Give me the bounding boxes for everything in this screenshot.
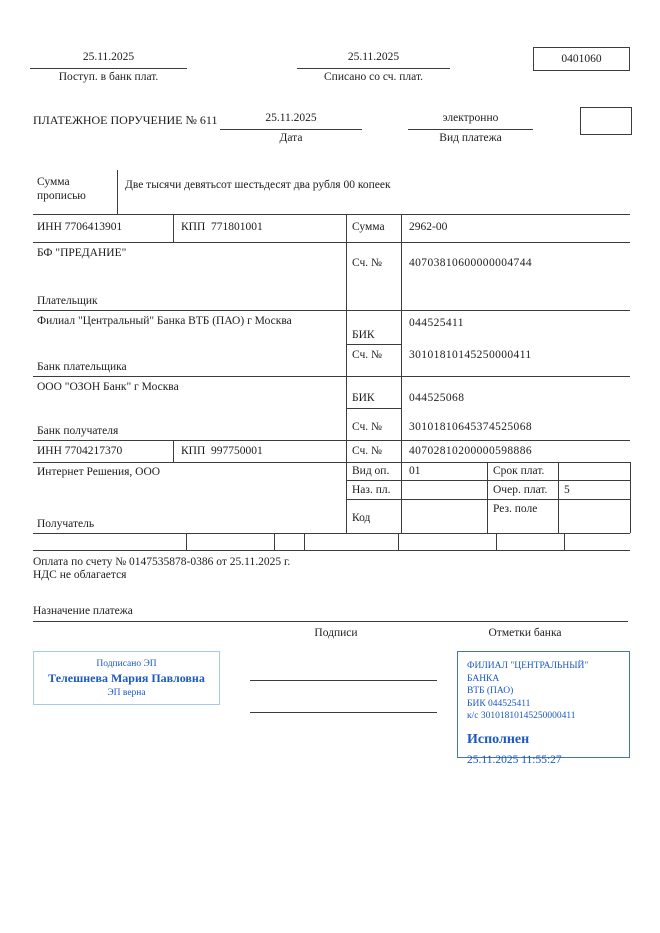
payee-section-label: Получатель [37, 518, 95, 530]
stamp-bik: БИК 044525411 [467, 698, 531, 709]
table-vline [558, 462, 559, 533]
payer-bank-name: Филиал "Центральный" Банка ВТБ (ПАО) г Москва [37, 315, 292, 327]
table-vline [173, 440, 174, 462]
table-hline [33, 550, 630, 551]
purpose-section-label: Назначение платежа [33, 605, 133, 617]
table-vline [117, 170, 118, 214]
payee-bank-bik: 044525068 [409, 392, 465, 404]
date-label: Дата [279, 132, 303, 144]
received-date: 25.11.2025 [82, 51, 135, 63]
sum-value: 2962-00 [409, 221, 448, 233]
payee-account: 40702810200000598886 [409, 445, 532, 457]
payer-bank-bik: 044525411 [409, 317, 464, 329]
payee-bank-bik-label: БИК [352, 392, 375, 404]
ocher-plat-value: 5 [564, 484, 570, 496]
table-hline [33, 462, 630, 463]
payer-section-label: Плательщик [37, 295, 98, 307]
table-vline [346, 214, 347, 533]
payer-bank-bik-label: БИК [352, 329, 375, 341]
esign-top-text: Подписано ЭП [96, 658, 157, 669]
signature-line [250, 680, 437, 681]
status-code-box [580, 107, 632, 135]
debited-label: Списано со сч. плат. [324, 71, 423, 83]
payee-name: Интернет Решения, ООО [37, 466, 161, 478]
table-hline [346, 480, 630, 481]
srok-plat-label: Срок плат. [493, 465, 545, 477]
payee-bank-account: 30101810645374525068 [409, 421, 532, 433]
stamp-corr-account: к/с 30101810145250000411 [467, 711, 576, 721]
debited-underline [297, 68, 450, 69]
sum-label: Сумма [352, 221, 385, 233]
received-label: Поступ. в банк плат. [58, 71, 159, 83]
vid-op-label: Вид оп. [352, 465, 390, 477]
stamp-bank-name-line2: ВТБ (ПАО) [467, 686, 514, 696]
esign-signer-name: Телешнева Мария Павловна [48, 670, 205, 685]
stamp-datetime: 25.11.2025 11:55:27 [467, 753, 562, 766]
tax-row-vline [304, 533, 305, 550]
table-vline [487, 462, 488, 533]
debited-date: 25.11.2025 [347, 51, 400, 63]
table-hline [33, 376, 630, 377]
payment-kind-underline [408, 129, 533, 130]
kod-label: Код [352, 512, 371, 524]
purpose-text-line1: Оплата по счету № 0147535878-0386 от 25.11.2025 г. [33, 556, 291, 568]
tax-row-vline [564, 533, 565, 550]
ocher-plat-label: Очер. плат. [493, 484, 548, 496]
stamp-bank-name-line1: ФИЛИАЛ "ЦЕНТРАЛЬНЫЙ" БАНКА [467, 661, 589, 684]
payer-bank-section-label: Банк плательщика [37, 361, 127, 373]
payee-bank-name: ООО "ОЗОН Банк" г Москва [37, 381, 179, 393]
payer-kpp: КПП 771801001 [181, 221, 263, 233]
payer-bank-account-label: Сч. № [352, 349, 383, 361]
bank-marks-title: Отметки банка [488, 627, 562, 639]
purpose-text-line2: НДС не облагается [33, 569, 127, 581]
tax-row-vline [274, 533, 275, 550]
vid-op-value: 01 [409, 465, 421, 477]
payee-bank-account-label: Сч. № [352, 421, 383, 433]
signatures-title: Подписи [314, 627, 358, 639]
purpose-underline [33, 621, 628, 622]
payment-kind-value: электронно [442, 112, 499, 124]
document-title: ПЛАТЕЖНОЕ ПОРУЧЕНИЕ № 611 [33, 113, 218, 127]
amount-in-words-label: Сумма прописью [37, 176, 86, 202]
bank-stamp [457, 651, 630, 766]
payer-inn: ИНН 7706413901 [37, 221, 123, 233]
table-hline [33, 440, 630, 441]
tax-row-vline [496, 533, 497, 550]
payer-account-label: Сч. № [352, 257, 383, 269]
stamp-status: Исполнен [467, 731, 530, 747]
table-hline [33, 533, 630, 534]
received-underline [30, 68, 187, 69]
payee-account-label: Сч. № [352, 445, 383, 457]
payee-bank-section-label: Банк получателя [37, 425, 119, 437]
tax-row-vline [186, 533, 187, 550]
signature-line [250, 712, 437, 713]
naz-pl-label: Наз. пл. [352, 484, 391, 496]
payer-bank-account: 30101810145250000411 [409, 349, 532, 361]
amount-in-words: Две тысячи девятьсот шестьдесят два рубля 00 копеек [125, 179, 391, 191]
esign-bottom-text: ЭП верна [107, 687, 146, 698]
payee-inn: ИНН 7704217370 [37, 445, 123, 457]
date-underline [220, 129, 362, 130]
form-code-box: 0401060 [533, 47, 630, 71]
payer-account: 40703810600000004744 [409, 257, 532, 269]
table-vline [173, 214, 174, 242]
table-vline [401, 214, 402, 533]
payment-kind-label: Вид платежа [439, 132, 502, 144]
payer-name: БФ "ПРЕДАНИЕ" [37, 247, 127, 259]
rez-pole-label: Рез. поле [493, 503, 538, 515]
table-hline [33, 310, 630, 311]
table-hline [346, 499, 630, 500]
table-hline [33, 214, 630, 215]
table-vline [630, 462, 631, 533]
payee-kpp: КПП 997750001 [181, 445, 263, 457]
esign-stamp [33, 651, 220, 705]
tax-row-vline [398, 533, 399, 550]
bik-cell-hline [346, 408, 401, 409]
bik-cell-hline [346, 344, 401, 345]
document-date: 25.11.2025 [265, 112, 317, 124]
table-hline [33, 242, 630, 243]
